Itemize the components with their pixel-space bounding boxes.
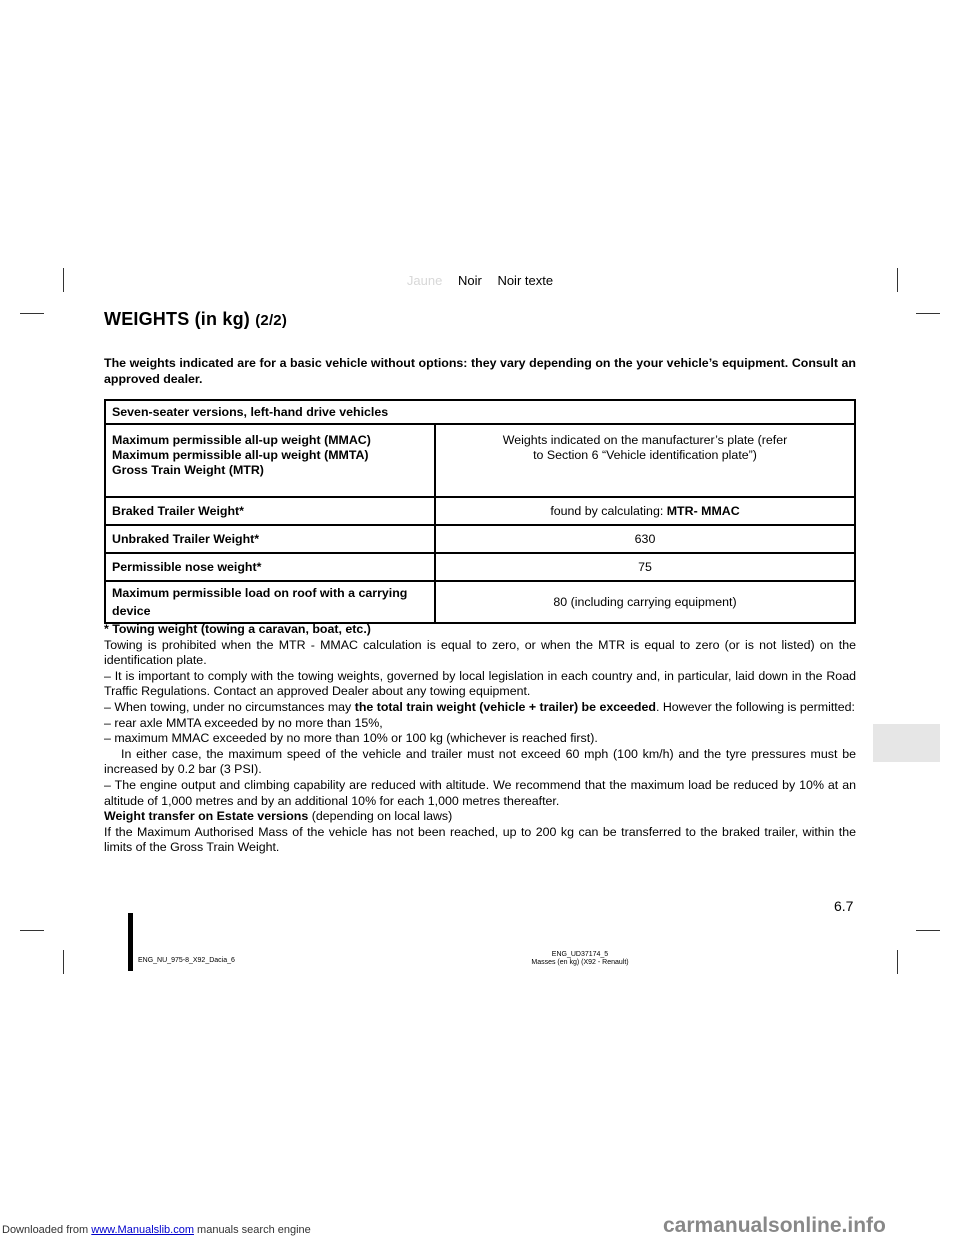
note-bullet: – rear axle MMTA exceeded by no more than 15%, bbox=[104, 715, 383, 730]
towing-heading: * Towing weight (towing a caravan, boat, etc.) bbox=[104, 622, 371, 636]
section-tab-marker bbox=[873, 724, 940, 762]
table-row bbox=[105, 497, 855, 525]
towing-notes bbox=[104, 622, 856, 856]
table-heading-row bbox=[105, 400, 855, 424]
crop-mark bbox=[916, 313, 940, 314]
page-number: 6.7 bbox=[834, 898, 854, 914]
download-suffix: manuals search engine bbox=[193, 1224, 311, 1236]
roof-load-label: Maximum permissible load on roof with a carrying device bbox=[105, 581, 435, 623]
mmta-label: Maximum permissible all-up weight (MMTA) bbox=[112, 448, 369, 462]
color-label-jaune: Jaune bbox=[406, 273, 443, 288]
footer-right-title: Masses (en kg) (X92 - Renault) bbox=[531, 959, 629, 966]
color-label-noir-texte: Noir texte bbox=[497, 273, 554, 288]
crop-mark bbox=[916, 930, 940, 931]
unbraked-trailer-label: Unbraked Trailer Weight* bbox=[105, 525, 435, 553]
footer-left-code: ENG_NU_975-8_X92_Dacia_6 bbox=[138, 957, 235, 964]
nose-weight-value: 75 bbox=[435, 553, 855, 581]
download-prefix: Downloaded from bbox=[2, 1224, 92, 1236]
estate-heading: Weight transfer on Estate versions bbox=[104, 809, 309, 824]
color-label-noir: Noir bbox=[457, 273, 482, 288]
print-bar bbox=[128, 913, 133, 971]
crop-mark bbox=[897, 950, 898, 974]
crop-mark bbox=[20, 313, 44, 314]
page-title bbox=[104, 309, 287, 330]
braked-trailer-formula: MTR- MMAC bbox=[666, 503, 740, 518]
note-continuation-text: In either case, the maximum speed of the vehicle and trailer must not exceed 60 mph (100 km/h) and the tyre pressures must be increased by 0.2 bar (3 PSI). bbox=[104, 746, 856, 777]
crop-mark bbox=[20, 930, 44, 931]
table-row bbox=[105, 581, 855, 623]
braked-trailer-value-prefix: found by calculating: bbox=[550, 503, 667, 518]
print-color-labels bbox=[0, 273, 960, 288]
manualslib-link[interactable]: www.Manualslib.com bbox=[91, 1224, 194, 1236]
table-row-value bbox=[435, 424, 855, 497]
table-heading: Seven-seater versions, left-hand drive vehicles bbox=[105, 400, 855, 424]
estate-heading-line bbox=[104, 809, 856, 825]
note-bullet: – It is important to comply with the towing weights, governed by local legislation in each country and, in particular, laid down in the Road Traffic Regulations. Contact an approved Dealer about any towing equipment. bbox=[104, 668, 856, 699]
towing-text: Towing is prohibited when the MTR - MMAC calculation is equal to zero, or when the MTR is equal to zero (or is not listed) on the identification plate. bbox=[104, 637, 856, 668]
note-bullet bbox=[104, 700, 856, 716]
table-row-label bbox=[105, 424, 435, 497]
braked-trailer-value bbox=[435, 497, 855, 525]
weights-table bbox=[104, 399, 856, 624]
table-row bbox=[105, 553, 855, 581]
plate-note-line2: to Section 6 “Vehicle identification plate”) bbox=[533, 448, 757, 462]
unbraked-trailer-value: 630 bbox=[435, 525, 855, 553]
footer-right-code: ENG_UD37174_5 bbox=[551, 951, 609, 958]
note-bullet: – The engine output and climbing capability are reduced with altitude. We recommend that the maximum load be reduced by 10% at an altitude of 1,000 metres and by an additional 10% for each 1,000 metres thereafter. bbox=[104, 777, 856, 808]
note-bullet: – maximum MMAC exceeded by no more than 10% or 100 kg (whichever is reached first). bbox=[104, 731, 598, 746]
plate-note-line1: Weights indicated on the manufacturer’s plate (refer bbox=[502, 433, 788, 447]
crop-mark bbox=[63, 950, 64, 974]
watermark: carmanualsonline.info bbox=[663, 1214, 886, 1237]
mtr-label: Gross Train Weight (MTR) bbox=[112, 463, 264, 477]
braked-trailer-label: Braked Trailer Weight* bbox=[105, 497, 435, 525]
page-title-main: WEIGHTS (in kg) bbox=[104, 309, 250, 329]
note-bullet-suffix: . However the following is permitted: bbox=[655, 699, 855, 714]
page-title-sub: (2/2) bbox=[255, 312, 288, 329]
roof-load-value: 80 (including carrying equipment) bbox=[435, 581, 855, 623]
table-row bbox=[105, 525, 855, 553]
mmac-label: Maximum permissible all-up weight (MMAC) bbox=[112, 433, 371, 447]
note-bullet-emphasis: the total train weight (vehicle + trailer) be exceeded bbox=[354, 699, 656, 714]
note-bullet-prefix: – When towing, under no circumstances may bbox=[104, 699, 355, 714]
download-banner bbox=[2, 1224, 311, 1236]
estate-text: If the Maximum Authorised Mass of the vehicle has not been reached, up to 200 kg can be transferred to the braked trailer, within the limits of the Gross Train Weight. bbox=[104, 824, 856, 855]
estate-heading-suffix: (depending on local laws) bbox=[308, 809, 453, 824]
footer-right bbox=[500, 951, 660, 967]
table-row bbox=[105, 424, 855, 497]
nose-weight-label: Permissible nose weight* bbox=[105, 553, 435, 581]
note-continuation bbox=[104, 747, 856, 778]
intro-text: The weights indicated are for a basic vehicle without options: they vary depending on the your vehicle’s equipment. Consult an approved dealer. bbox=[104, 356, 856, 386]
